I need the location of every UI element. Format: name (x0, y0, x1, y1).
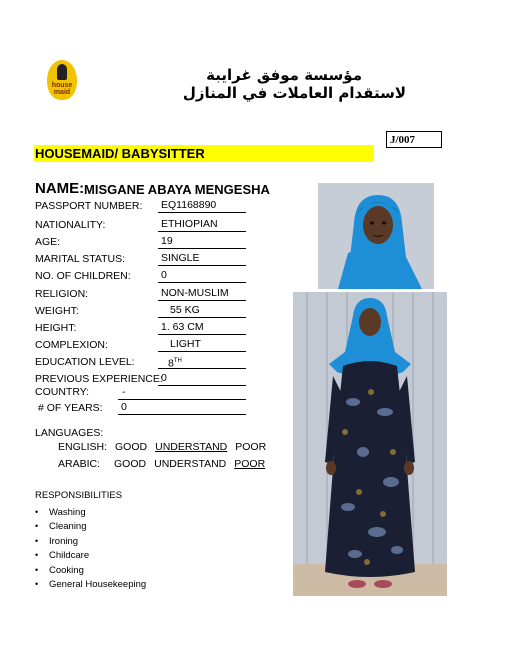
passport-value: EQ1168890 (158, 199, 246, 213)
country-label: COUNTRY: (35, 386, 90, 398)
weight-value: 55 KG (158, 304, 246, 318)
age-label: AGE: (35, 236, 61, 248)
education-value (158, 355, 246, 369)
agency-subtitle-arabic: لاستقدام العاملات في المنازل (182, 84, 406, 102)
full-length-illustration (293, 292, 447, 596)
arabic-label: ARABIC: (58, 458, 101, 470)
list-item: • Cleaning (35, 519, 146, 533)
list-item: • General Housekeeping (35, 577, 146, 591)
passport-label: PASSPORT NUMBER: (35, 200, 143, 212)
education-label: EDUCATION LEVEL: (35, 356, 135, 368)
marital-status-label: MARITAL STATUS: (35, 253, 126, 265)
arabic-good: GOOD (114, 458, 147, 470)
religion-label: RELIGION: (35, 288, 89, 300)
languages-label: LANGUAGES: (35, 427, 104, 439)
nationality-label: NATIONALITY: (35, 219, 106, 231)
list-item: • Washing (35, 505, 146, 519)
list-item: • Childcare (35, 548, 146, 562)
responsibilities-label: RESPONSIBILITIES (35, 490, 123, 501)
maid-figure-icon (57, 64, 67, 80)
experience-value: 0 (158, 372, 246, 386)
arabic-poor: POOR (234, 458, 266, 470)
reference-code: J/007 (386, 131, 442, 148)
position-banner: HOUSEMAID/ BABYSITTER (34, 145, 374, 162)
headshot-photo (318, 183, 434, 289)
arabic-understand: UNDERSTAND (154, 458, 227, 470)
name-value: MISGANE ABAYA MENGESHA (84, 182, 270, 197)
religion-value: NON-MUSLIM (158, 287, 246, 301)
complexion-label: COMPLEXION: (35, 339, 108, 351)
nationality-value: ETHIOPIAN (158, 218, 246, 232)
education-number: 8 (168, 357, 174, 370)
list-item: • Ironing (35, 534, 146, 548)
children-value: 0 (158, 269, 246, 283)
country-value: - (118, 386, 246, 400)
weight-label: WEIGHT: (35, 305, 79, 317)
english-row (58, 441, 274, 453)
list-item: • Cooking (35, 563, 146, 577)
english-good: GOOD (115, 441, 148, 453)
marital-status-value: SINGLE (158, 252, 246, 266)
english-label: ENGLISH: (58, 441, 108, 453)
english-poor: POOR (235, 441, 267, 453)
years-label: # OF YEARS: (38, 402, 103, 414)
children-label: NO. OF CHILDREN: (35, 270, 131, 282)
age-value: 19 (158, 235, 246, 249)
experience-label: PREVIOUS EXPERIENCE: (35, 373, 163, 385)
english-understand: UNDERSTAND (155, 441, 228, 453)
agency-logo (47, 60, 77, 100)
name-label: NAME: (35, 180, 85, 197)
agency-name-arabic: مؤسسة موفق غرايبة (206, 66, 362, 84)
logo-text: house maid (51, 82, 73, 96)
height-label: HEIGHT: (35, 322, 77, 334)
headshot-illustration (318, 183, 434, 289)
education-suffix: TH (173, 358, 182, 364)
arabic-row (58, 458, 273, 470)
full-length-photo (293, 292, 447, 596)
height-value: 1. 63 CM (158, 321, 246, 335)
responsibilities-list (35, 505, 146, 591)
years-value: 0 (118, 401, 246, 415)
complexion-value: LIGHT (158, 338, 246, 352)
